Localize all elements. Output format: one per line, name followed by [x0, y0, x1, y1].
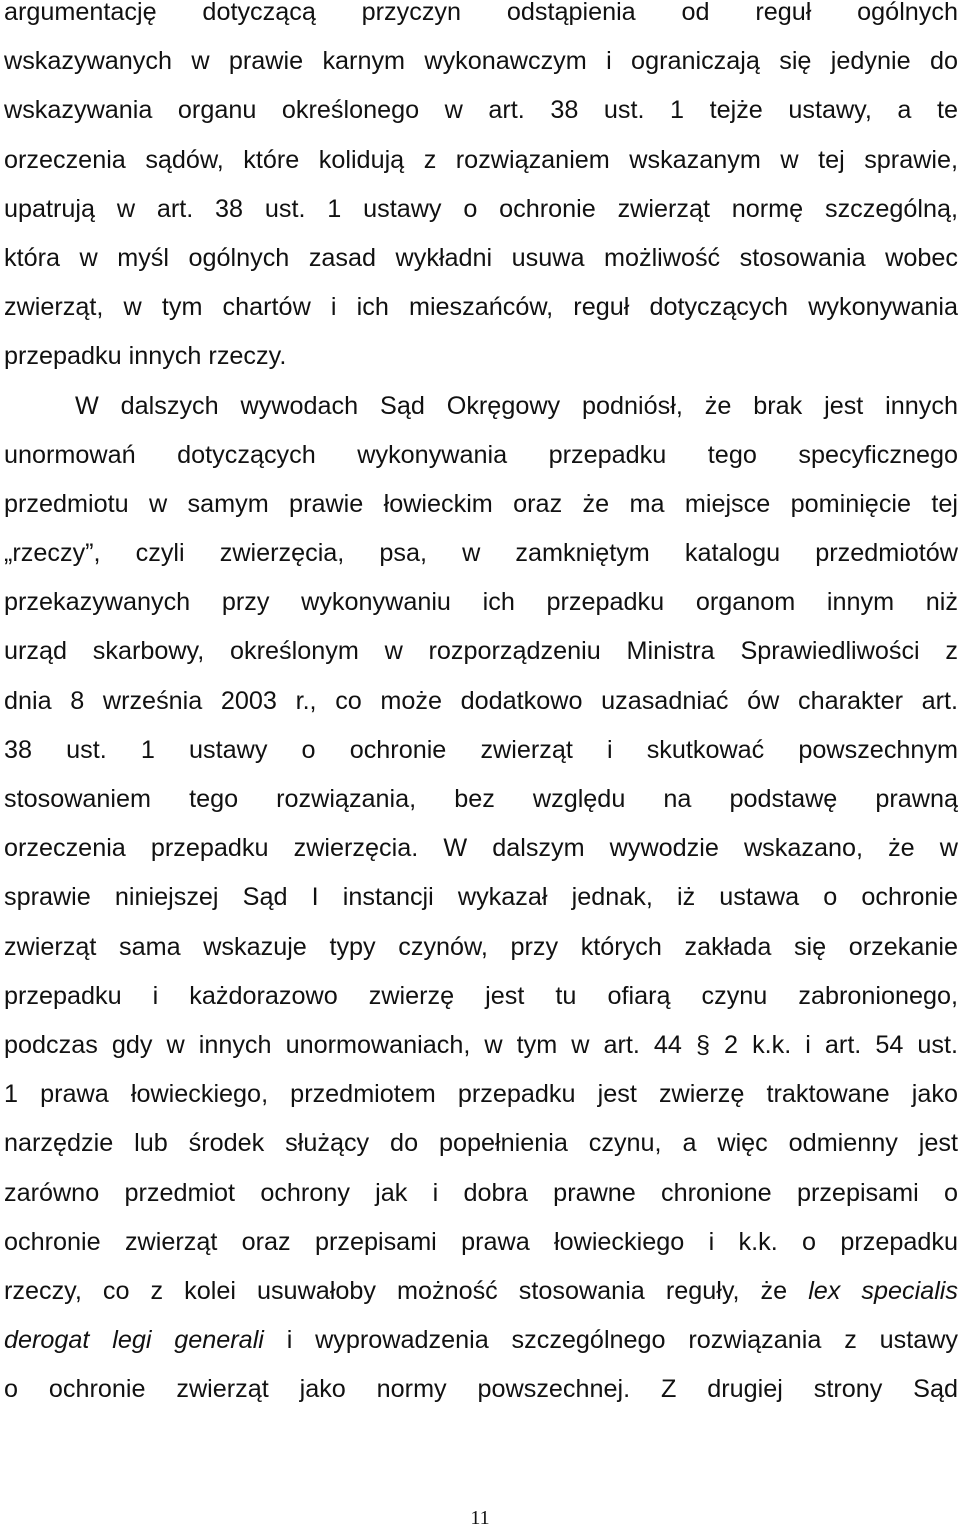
text-line [4, 86, 958, 135]
text-segment: „rzeczy”, czyli zwierzęcia, psa, w zamkniętym katalogu przedmiotów [4, 539, 958, 568]
text-segment: przedmiotu w samym prawie łowieckim oraz że ma miejsce pominięcie tej [4, 489, 958, 518]
text-line [4, 1070, 958, 1119]
text-line [4, 1316, 958, 1365]
text-segment: i wyprowadzenia szczególnego rozwiązania z ustawy [263, 1326, 959, 1355]
text-line [4, 726, 958, 775]
text-line [4, 185, 958, 234]
document-text [4, 0, 958, 1414]
text-segment: 38 ust. 1 ustawy o ochronie zwierząt i skutkować powszechnym [4, 735, 958, 764]
text-segment: W dalszych wywodach Sąd Okręgowy podniósł, że brak jest innych [75, 391, 958, 420]
text-line [4, 1021, 958, 1070]
text-line [4, 0, 958, 37]
text-segment: zwierząt sama wskazuje typy czynów, przy których zakłada się orzekanie [4, 932, 958, 961]
text-line [4, 136, 958, 185]
text-segment: zwierząt, w tym chartów i ich mieszańców, reguł dotyczących wykonywania [4, 293, 958, 322]
text-segment: rzeczy, co z kolei usuwałoby możność stosowania reguły, że [4, 1276, 809, 1305]
text-segment: orzeczenia sądów, które kolidują z rozwiązaniem wskazanym w tej sprawie, [4, 145, 958, 174]
text-line [4, 1365, 958, 1414]
text-segment: urząd skarbowy, określonym w rozporządzeniu Ministra Sprawiedliwości z [4, 637, 958, 666]
text-segment: orzeczenia przepadku zwierzęcia. W dalszym wywodzie wskazano, że w [4, 834, 958, 863]
text-segment: podczas gdy w innych unormowaniach, w tym w art. 44 § 2 k.k. i art. 54 ust. [4, 1030, 958, 1059]
text-segment: która w myśl ogólnych zasad wykładni usuwa możliwość stosowania wobec [4, 243, 958, 272]
text-segment: ochronie zwierząt oraz przepisami prawa łowieckiego i k.k. o przepadku [4, 1227, 958, 1256]
text-line [4, 529, 958, 578]
text-line [4, 382, 958, 431]
text-segment: stosowaniem tego rozwiązania, bez względu na podstawę prawną [4, 785, 958, 813]
text-segment: o ochronie zwierząt jako normy powszechnej. Z drugiej strony Sąd [4, 1375, 958, 1404]
text-line [4, 1267, 958, 1316]
text-line [4, 923, 958, 972]
text-line [4, 873, 958, 922]
text-line [4, 1218, 958, 1267]
text-segment: wskazywania organu określonego w art. 38 ust. 1 tejże ustawy, a te [4, 96, 958, 125]
text-segment: unormowań dotyczących wykonywania przepadku tego specyficznego [4, 440, 958, 469]
text-line [4, 332, 958, 381]
text-line [4, 431, 958, 480]
text-segment: przepadku i każdorazowo zwierzę jest tu ofiarą czynu zabronionego, [4, 981, 958, 1010]
text-line [4, 283, 958, 332]
text-line [4, 775, 958, 824]
text-line [4, 824, 958, 873]
text-line [4, 1119, 958, 1168]
text-segment: 1 prawa łowieckiego, przedmiotem przepadku jest zwierzę traktowane jako [4, 1080, 958, 1109]
text-line [4, 480, 958, 529]
text-line [4, 234, 958, 283]
text-line [4, 627, 958, 676]
text-segment: narzędzie lub środek służący do popełnienia czynu, a więc odmienny jest [4, 1129, 958, 1158]
text-segment: argumentację dotyczącą przyczyn odstąpienia od reguł ogólnych [4, 0, 958, 26]
italic-text-segment: lex specialis [808, 1276, 958, 1305]
text-line [4, 37, 958, 86]
text-segment: sprawie niniejszej Sąd I instancji wykazał jednak, iż ustawa o ochronie [4, 883, 958, 912]
page-number: 11 [470, 1507, 490, 1529]
text-line [4, 578, 958, 627]
text-line [4, 972, 958, 1021]
text-segment: wskazywanych w prawie karnym wykonawczym i ograniczają się jedynie do [4, 47, 958, 76]
text-line [4, 1169, 958, 1218]
text-segment: dnia 8 września 2003 r., co może dodatkowo uzasadniać ów charakter art. [4, 686, 958, 715]
text-line [4, 677, 958, 726]
text-segment: przekazywanych przy wykonywaniu ich przepadku organom innym niż [4, 588, 958, 617]
italic-text-segment: derogat legi generali [4, 1326, 264, 1355]
text-segment: upatrują w art. 38 ust. 1 ustawy o ochronie zwierząt normę szczególną, [4, 194, 958, 223]
text-segment: przepadku innych rzeczy. [4, 342, 287, 371]
text-segment: zarówno przedmiot ochrony jak i dobra prawne chronione przepisami o [4, 1178, 958, 1207]
